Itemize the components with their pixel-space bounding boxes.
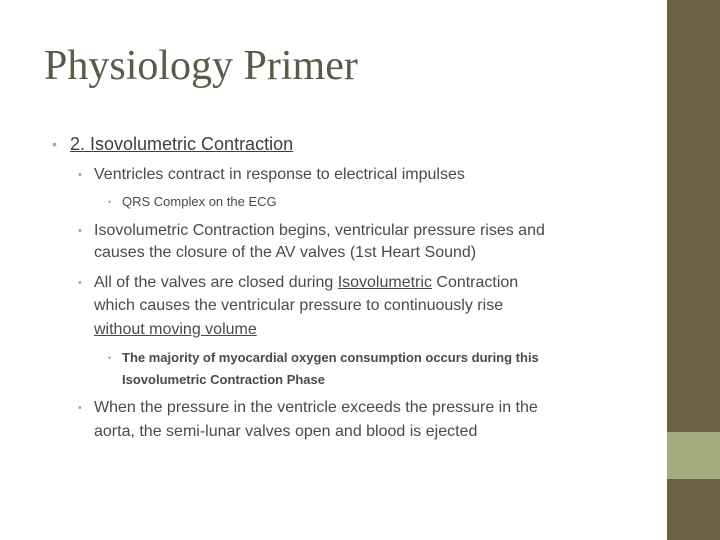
list-item-eject-line1: When the pressure in the ventricle exceeds the pressure in the [94,399,538,416]
sidebar-band-bottom [667,479,720,540]
list-item-closed-line3: without moving volume [94,321,257,338]
bullet-icon: • [78,402,82,414]
bullet-icon: • [78,225,82,237]
list-item-oxygen-line1: The majority of myocardial oxygen consumption occurs during this [122,350,539,365]
closed-text-c: Contraction [431,274,519,291]
list-item-begins-line1: Isovolumetric Contraction begins, ventricular pressure rises and [94,222,545,239]
slide-title: Physiology Primer [44,43,358,89]
bullet-icon: • [52,136,57,152]
bullet-icon: • [108,197,112,207]
section-heading: 2. Isovolumetric Contraction [70,134,294,154]
list-item-eject-line2: aorta, the semi-lunar valves open and blood is ejected [94,423,478,440]
bullet-icon: • [78,169,82,181]
list-item-ventricles: Ventricles contract in response to electrical impulses [94,166,465,183]
sidebar-accent-block [667,432,720,479]
list-item-oxygen-line2: Isovolumetric Contraction Phase [122,372,325,387]
bullet-icon: • [108,353,112,363]
sidebar-band-top [667,0,720,432]
closed-text-underlined: Isovolumetric [337,274,432,291]
bullet-icon: • [78,277,82,289]
closed-text-a: All of the valves are closed during [94,274,338,291]
list-item-closed-line2: which causes the ventricular pressure to continuously rise [94,297,504,314]
list-item-begins-line2: causes the closure of the AV valves (1st Heart Sound) [94,244,477,261]
list-item-closed-line1 [94,274,518,292]
list-item-qrs: QRS Complex on the ECG [122,194,277,209]
